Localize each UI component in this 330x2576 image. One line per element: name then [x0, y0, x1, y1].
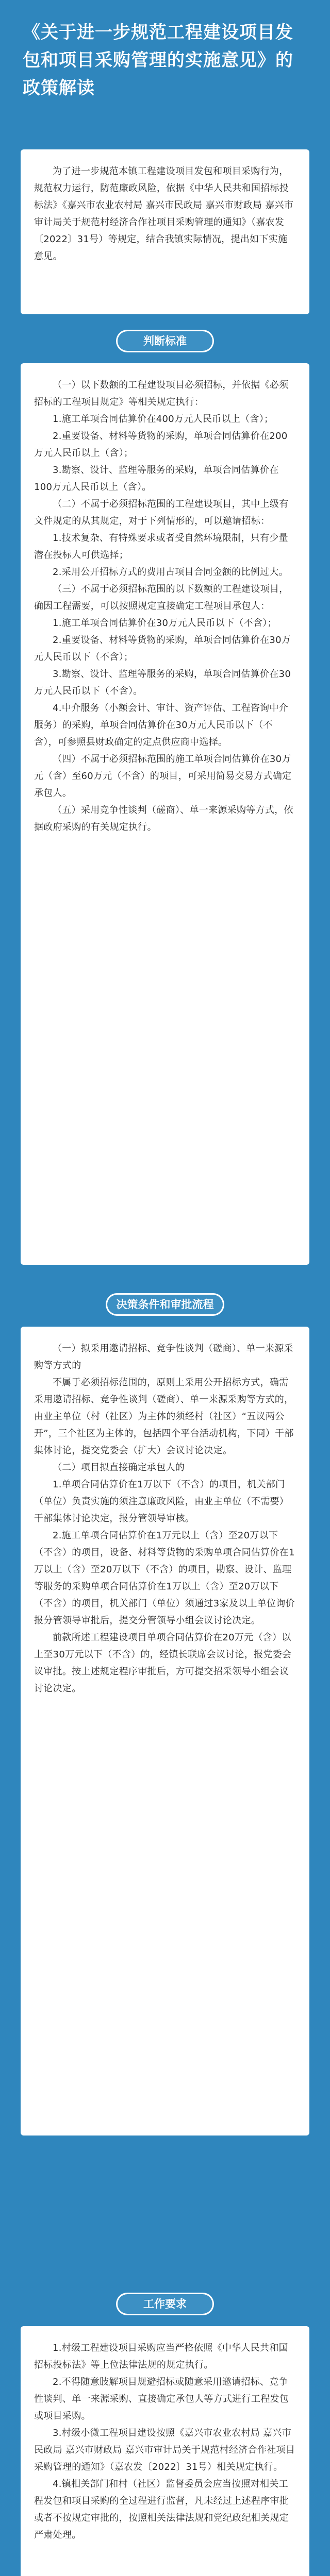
paragraph: 不属于必须招标范围的，原则上采用公开招标方式，确需采用邀请招标、竞争性谈判（磋商）、单一来源采购等方式的，由业主单位（村（社区）为主体的须经村（社区）“五议两公开”，三个社区为主体的，包括四个平台活动机构，下同）干部集体讨论，提交党委会（扩大）会议讨论决定。 [34, 1377, 294, 1456]
paragraph: （二）项目拟直接确定承包人的 [53, 1462, 185, 1473]
section-heading-criteria: 判断标准 [116, 330, 214, 352]
paragraph: （三）不属于必须招标范围的以下数额的工程建设项目，确因工程需要，可以按照规定直接确定工程项目承包人： [34, 584, 289, 612]
paragraph: 2.采用公开招标方式的费用占项目合同金额的比例过大。 [53, 567, 288, 578]
paragraph: 2.重要设备、材料等货物的采购，单项合同估算价在200万元人民币以上（含）； [34, 431, 288, 459]
paragraph: （二）不属于必须招标范围的工程建设项目，其中上级有文件规定的从其规定，对于下列情形的，可以邀请招标： [34, 499, 289, 527]
requirements-card [21, 2326, 309, 2576]
paragraph: 2.不得随意肢解项目规避招标或随意采用邀请招标、竞争性谈判、单一来源采购、直接确定承包人等方式进行工程发包或项目采购。 [34, 2377, 289, 2421]
paragraph: 4.中介服务（小额会计、审计、资产评估、工程咨询中介服务）的采购，单项合同估算价在30万元人民币以下（不含），可参照县财政确定的定点供应商中选择。 [34, 703, 288, 748]
paragraph: （四）不属于必须招标范围的施工单项合同估算价在30万元（含）至60万元（不含）的项目，可采用简易交易方式确定承包人。 [34, 754, 292, 799]
paragraph: 2.重要设备、材料等货物的采购，单项合同估算价在30万元人民币以下（不含）； [34, 635, 291, 663]
paragraph: 1.单项合同估算价在1万以下（不含）的项目，机关部门（单位）负责实施的须注意廉政风险，由业主单位（不需要）干部集体讨论决定，报分管领导审核。 [34, 1479, 289, 1524]
section-heading-decision: 决策条件和审批流程 [106, 1293, 224, 1316]
paragraph: 2.施工单项合同估算价在1万元以上（含）至20万以下（不含）的项目，设备、材料等货物的采购单项合同估算价在1万以上（含）至20万以下（不含）的项目，勘察、设计、监理等服务的采购单项合同估算价在1万以上（含）至20万以下（不含）的项目，机关部门（单位）须通过3家及以上单位询价报分管领导审批后，提交分管领导小组会议讨论决定。 [34, 1530, 295, 1626]
decision-card [21, 1327, 309, 2136]
section-heading-requirements: 工作要求 [116, 2293, 214, 2315]
paragraph: 3.勘察、设计、监理等服务的采购，单项合同估算价在100万元人民币以上（含）。 [34, 465, 279, 493]
paragraph: 1.村级工程建设项目采购应当严格依照《中华人民共和国招标投标法》等上位法律法规的规定执行。 [34, 2343, 288, 2370]
intro-card [21, 149, 309, 314]
paragraph: 1.施工单项合同估算价在30万元人民币以下（不含）； [53, 618, 277, 629]
paragraph: 4.镇相关部门和村（社区）监督委员会应当按照对相关工程发包和项目采购的全过程进行监督，凡未经过上述程序审批或者不按规定审批的，按照相关法律法规和党纪政纪相关规定严肃处理。 [34, 2479, 289, 2540]
intro-paragraph: 为了进一步规范本镇工程建设项目发包和项目采购行为，规范权力运行，防范廉政风险，依据《中华人民共和国招标投标法》《嘉兴市农业农村局 嘉兴市民政局 嘉兴市财政局 嘉兴市审计局关于规范村经济合作社项目采购管理的通知》（嘉农发〔2022〕31号）等规定，结合我镇实际情况，提出如下实施意见。 [34, 166, 294, 262]
criteria-card [21, 363, 309, 1265]
paragraph: （一）以下数额的工程建设项目必须招标，并依据《必须招标的工程项目规定》等相关规定执行： [34, 380, 289, 408]
paragraph: 3.勘察、设计、监理等服务的采购，单项合同估算价在30万元人民币以下（不含）。 [34, 669, 291, 697]
paragraph: （一）拟采用邀请招标、竞争性谈判（磋商）、单一来源采购等方式的 [34, 1343, 293, 1371]
document-title: 《关于进一步规范工程建设项目发包和项目采购管理的实施意见》的政策解读 [23, 22, 293, 98]
paragraph: 1.施工单项合同估算价在400万元人民币以上（含）； [53, 414, 274, 425]
paragraph: 1.技术复杂、有特殊要求或者受自然环境限制，只有少量潜在投标人可供选择； [34, 533, 288, 561]
paragraph: 3.村级小微工程项目建设按照《嘉兴市农业农村局 嘉兴市民政局 嘉兴市财政局 嘉兴市审计局关于规范村经济合作社项目采购管理的通知》（嘉农发〔2022〕31号）相关规定执行。 [34, 2428, 295, 2472]
paragraph: 前款所述工程建设项目单项合同估算价在20万元（含）以上至30万元以下（不含）的，经镇长联席会议讨论，报党委会议审批。按上述规定程序审批后，方可提交招采领导小组会议讨论决定。 [34, 1632, 292, 1694]
paragraph: （五）采用竞争性谈判（磋商）、单一来源采购等方式，依据政府采购的有关规定执行。 [34, 805, 293, 833]
